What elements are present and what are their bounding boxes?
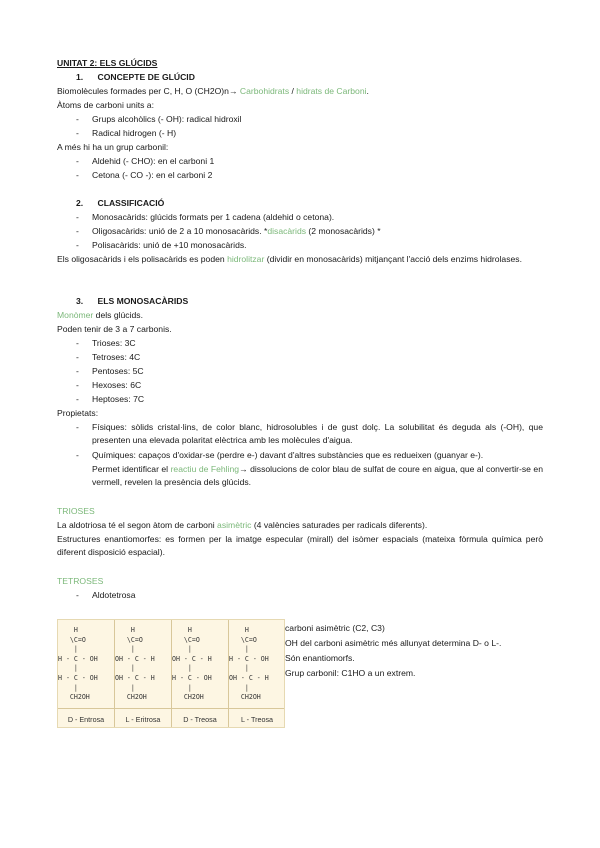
term-hidrats-de-carboni: hidrats de Carboni (296, 86, 367, 96)
term-asimetric: asimètric (217, 520, 252, 530)
molecule-caption: D - Entrosa (67, 715, 105, 724)
note-line: Grup carbonil: C1HO a un extrem. (285, 668, 416, 678)
atoms-intro: Àtoms de carboni units a: (57, 100, 154, 110)
molecule-caption: D - Treosa (183, 715, 217, 724)
molecule-caption: L - Eritrosa (125, 715, 161, 724)
term-disacarids: disacàrids (267, 226, 307, 236)
structure-formula: H \C=O | OH - C - H | H - C - OH | CH2OH (172, 626, 212, 702)
note-line: OH del carboni asimètric més allunyat determina D- o L-. (285, 638, 502, 648)
aldotetrose-figure (57, 619, 285, 728)
properties-label: Propietats: (57, 408, 99, 418)
section-2-heading: 2. CLASSIFICACIÓ (76, 198, 165, 208)
molecule-l-treosa (229, 620, 284, 727)
molecule-caption: L - Treosa (240, 715, 274, 724)
hydrolysis-paragraph: Els oligosacàrids i els polisacàrids es poden hidrolitzar (dividir en monosacàrids) mitjançant l'acció dels enzims hidrolases. (57, 254, 522, 264)
section-3-heading: 3. ELS MONOSACÀRIDS (76, 296, 189, 306)
carbons-line: Poden tenir de 3 a 7 carbonis. (57, 324, 172, 334)
term-reactiu-fehling: reactiu de Fehling (170, 464, 240, 474)
monomer-line: Monòmer dels glúcids. (57, 310, 143, 320)
trioses-heading: TRIOSES (57, 506, 95, 516)
molecule-d-treosa (172, 620, 229, 727)
enantiomorph-paragraph: Estructures enantiomorfes: es formen per la imatge especular (mirall) del isòmer espacials (mateixa fòrmula química però diferent disposició espacial). (57, 534, 543, 557)
note-line: Són enantiomorfs. (285, 653, 355, 663)
note-line: carboni asimètric (C2, C3) (285, 623, 385, 633)
biomolecules-line: Biomolècules formades per C, H, O (CH2O)n→ Carbohidrats / hidrats de Carboni. (57, 86, 369, 96)
aldotriosa-line: La aldotriosa té el segon àtom de carboni asimètric (4 valències saturades per radicals diferents). (57, 520, 428, 530)
molecule-d-eritrosa (58, 620, 115, 727)
tetroses-heading: TETROSES (57, 576, 104, 586)
molecule-l-eritrosa (115, 620, 172, 727)
fehling-paragraph: Permet identificar el reactiu de Fehling→ dissolucions de color blau de sulfat de coure en aigua, que al convertir-se en vermell, revelen la presència dels glúcids. (92, 464, 543, 487)
unit-title: UNITAT 2: ELS GLÚCIDS (57, 58, 158, 68)
section-1-heading: 1. CONCEPTE DE GLÚCID (76, 72, 195, 82)
carbonil-intro: A més hi ha un grup carbonil: (57, 142, 169, 152)
term-hidrolitzar: hidrolitzar (227, 254, 265, 264)
structure-formula: H \C=O | H - C - OH | OH - C - H | CH2OH (229, 626, 269, 702)
term-carbohidrats: Carbohidrats (239, 86, 290, 96)
figure-notes (285, 621, 501, 681)
structure-formula: H \C=O | H - C - OH | H - C - OH | CH2OH (58, 626, 98, 702)
term-monomer: Monòmer (57, 310, 94, 320)
structure-formula: H \C=O | OH - C - H | OH - C - H | CH2OH (115, 626, 155, 702)
